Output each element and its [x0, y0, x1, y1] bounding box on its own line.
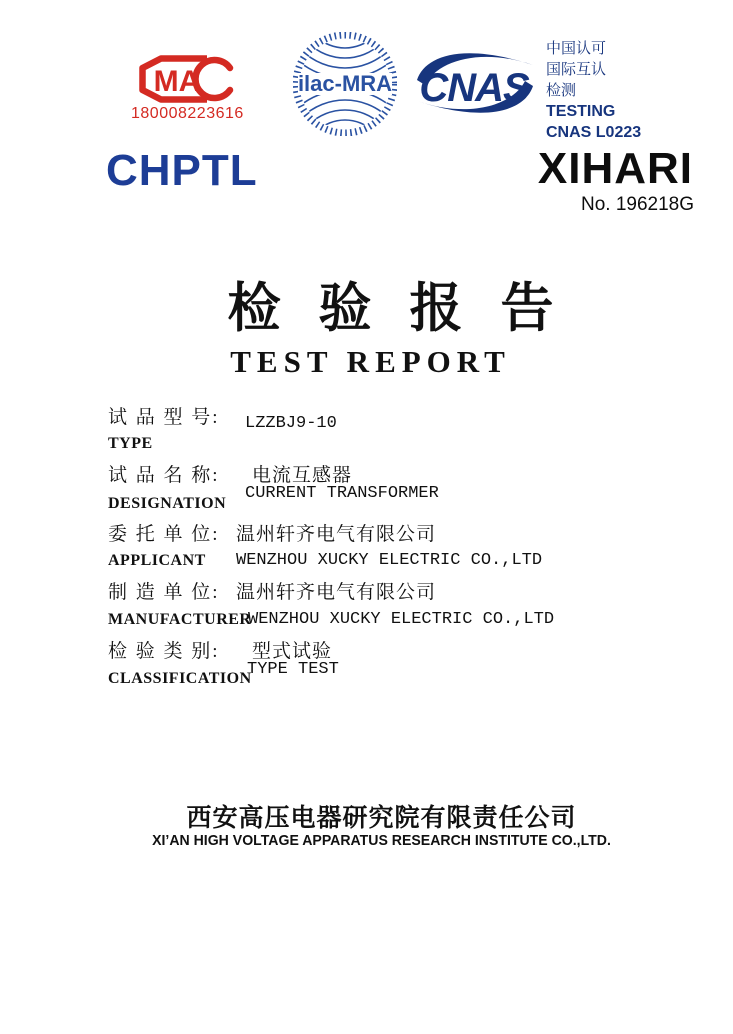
- institute-name-cn: 西安高压电器研究院有限责任公司: [186, 804, 577, 832]
- cma-badge-icon: [137, 55, 237, 103]
- field-type-label-cn: 试 品 型 号:: [108, 407, 220, 428]
- chptl-logo: CHPTL: [106, 146, 258, 195]
- ilac-mra-text: ilac-MRA: [297, 71, 393, 96]
- cnas-line-cn-3: 检测: [546, 82, 577, 99]
- cnas-line-cn-2: 国际互认: [546, 61, 607, 78]
- field-applicant-value-cn: 温州轩齐电气有限公司: [236, 524, 437, 545]
- cnas-letters: CNAS: [419, 66, 529, 110]
- ilac-mra-seal: [293, 32, 397, 141]
- cnas-line-cn-1: 中国认可: [546, 40, 607, 57]
- field-designation-label-cn: 试 品 名 称:: [108, 465, 220, 486]
- cnas-line-testing: TESTING: [546, 103, 616, 120]
- report-title-cn: 检验报告: [227, 279, 592, 338]
- field-manufacturer-value-en: WENZHOU XUCKY ELECTRIC CO.,LTD: [248, 610, 555, 629]
- report-number: No. 196218G: [580, 194, 694, 215]
- field-applicant-value-en: WENZHOU XUCKY ELECTRIC CO.,LTD: [236, 551, 543, 570]
- field-applicant-label-cn: 委 托 单 位:: [108, 524, 220, 545]
- cnas-icon: [412, 44, 538, 122]
- cma-logo: [137, 55, 237, 108]
- field-manufacturer-value-cn: 温州轩齐电气有限公司: [236, 582, 437, 603]
- ilac-mra-icon: [293, 32, 397, 136]
- report-fields: [108, 400, 688, 700]
- field-type-value: LZZBJ9-10: [245, 414, 337, 433]
- field-classification-label-cn: 检 验 类 别:: [108, 641, 220, 662]
- field-manufacturer-label-cn: 制 造 单 位:: [108, 582, 220, 603]
- cma-certificate-number: 180008223616: [131, 105, 244, 122]
- field-type-label-en: TYPE: [108, 435, 153, 452]
- cma-letters: MA: [153, 65, 201, 98]
- field-manufacturer-label-en: MANUFACTURER: [108, 611, 252, 628]
- xihari-logo: XIHARI: [537, 144, 693, 193]
- field-applicant-label-en: APPLICANT: [108, 552, 206, 569]
- institute-name-en: XI’AN HIGH VOLTAGE APPARATUS RESEARCH INSTITUTE CO.,LTD.: [152, 832, 611, 849]
- cnas-logo: [412, 44, 538, 127]
- cnas-line-number: CNAS L0223: [546, 124, 642, 141]
- field-designation-value-cn: 电流互感器: [252, 465, 353, 486]
- field-classification-value-cn: 型式试验: [252, 641, 333, 662]
- field-classification-value-en: TYPE TEST: [247, 660, 339, 679]
- field-classification-label-en: CLASSIFICATION: [108, 670, 252, 687]
- cnas-accreditation-text: [546, 38, 641, 143]
- report-title-en: TEST REPORT: [230, 344, 511, 379]
- field-designation-label-en: DESIGNATION: [108, 495, 227, 512]
- field-designation-value-en: CURRENT TRANSFORMER: [245, 484, 439, 503]
